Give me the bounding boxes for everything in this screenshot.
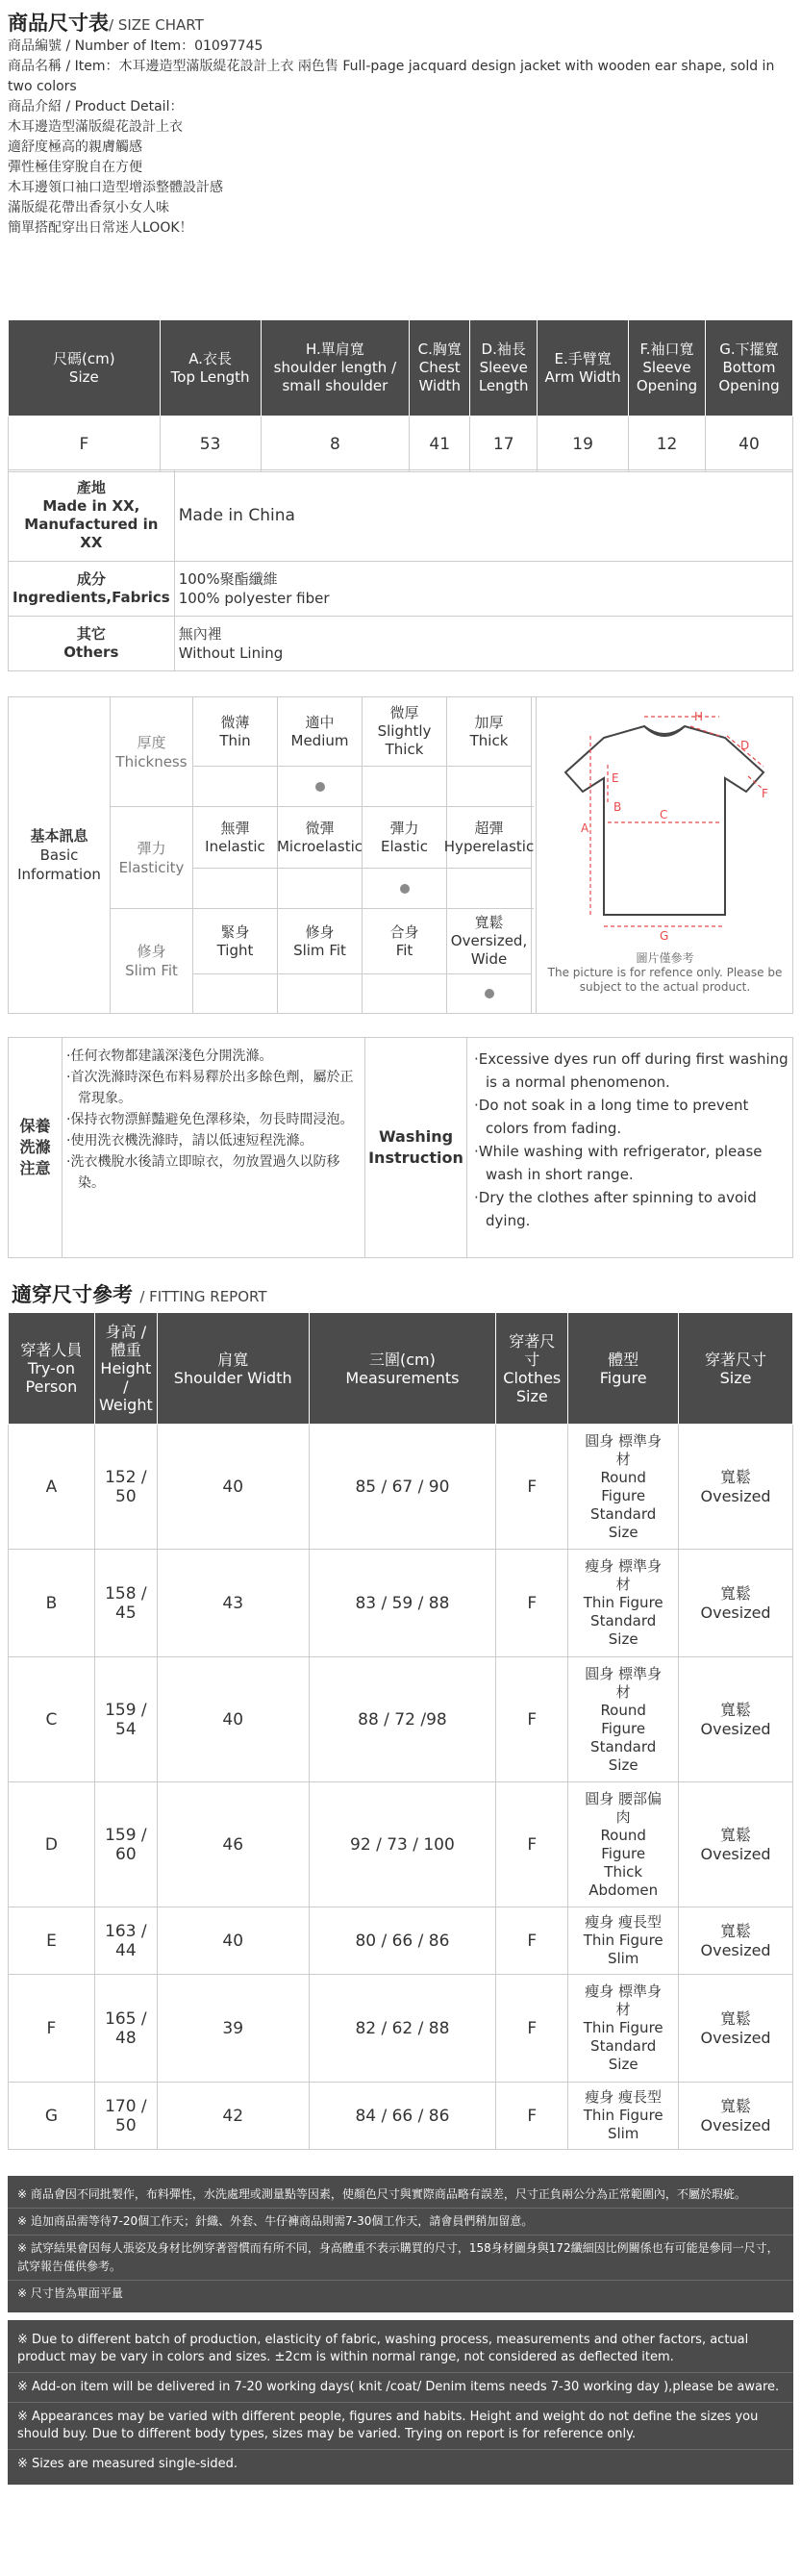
cell-figure: 圓身 標準身 材 Round Figure Standard Size (568, 1425, 679, 1550)
note-en-item: ※ Add-on item will be delivered in 7-20 working days( knit /coat/ Denim items needs 7-30 working day ),please be aware. (17, 2380, 780, 2394)
cell-measurements: 84 / 66 / 86 (309, 2083, 496, 2150)
origin-label: 產地 Made in XX, Manufactured in XX (9, 470, 175, 562)
fit-option-fit: 合身 Fit (363, 909, 447, 974)
fabric-value: 100%聚酯纖維 100% polyester fiber (174, 562, 792, 617)
fit-label: 修身 Slim Fit (111, 909, 193, 1013)
notes-en (8, 2320, 793, 2485)
cell-bottom-opening: 40 (705, 417, 792, 472)
cell-fit-size: 寬鬆 Ovesized (679, 1657, 793, 1782)
col-header-clothes-size: 穿著尺 寸 Clothes Size (496, 1313, 568, 1425)
cell-sleeve-opening: 12 (629, 417, 706, 472)
elasticity-label: 彈力 Elasticity (111, 807, 193, 908)
diagram-letter-a: A (581, 821, 589, 835)
cell-figure: 瘦身 瘦長型 Thin Figure Slim (568, 1907, 679, 1975)
cell-shoulder: 40 (157, 1657, 309, 1782)
fabric-row (9, 562, 793, 617)
cell-height-weight: 170 / 50 (94, 2083, 157, 2150)
cell-height-weight: 159 / 54 (94, 1657, 157, 1782)
fit-option-oversized: 寬鬆 Oversized, Wide (447, 909, 532, 974)
product-detail-label: 商品介紹 / Product Detail： (8, 99, 184, 114)
cell-clothes-size: F (496, 2083, 568, 2150)
cell-measurements: 85 / 67 / 90 (309, 1425, 496, 1550)
cell-clothes-size: F (496, 1550, 568, 1657)
size-chart-header-row (9, 320, 793, 417)
product-detail: 滿版緹花帶出香氛小女人味 (8, 200, 169, 215)
note-zh-item: ※ 尺寸皆為單面平量 (17, 2286, 123, 2300)
washing-item-en: ·While washing with refrigerator, please wash in short range. (474, 1143, 763, 1183)
cell-fit-size: 寬鬆 Ovesized (679, 1425, 793, 1550)
washing-instruction-block (8, 1037, 793, 1258)
washing-item-zh: ·洗衣機脫水後請立即晾衣，勿放置過久以防移染。 (66, 1154, 340, 1191)
note-en-item: ※ Due to different batch of production, elasticity of fabric, washing process, measurements and other factors, actual product may be vary in colors and sizes. ±2cm is within normal range, not considered as deflected item. (17, 2333, 749, 2364)
col-header-figure: 體型 Figure (568, 1313, 679, 1425)
cell-person: G (9, 2083, 95, 2150)
thickness-group (111, 697, 534, 807)
elasticity-group (111, 807, 534, 909)
washing-item-en: ·Do not soak in a long time to prevent colors from fading. (474, 1097, 749, 1137)
note-en-item: ※ Appearances may be varied with different people, figures and habits. Height and weight do not define the sizes you should buy. Due to different body types, sizes may be varied. Trying on report is for reference only. (17, 2410, 759, 2441)
washing-label-zh: 保養 洗滌 注意 (9, 1038, 63, 1257)
diagram-letter-d: D (740, 739, 750, 752)
diagram-letter-c: C (660, 808, 668, 821)
col-header-top-length: A.衣長 Top Length (160, 320, 261, 417)
fitting-row (9, 1550, 793, 1657)
item-name: 商品名稱 / Item：木耳邊造型滿版緹花設計上衣 兩色售 Full-page jacquard design jacket with wooden ear shape, sold in two colors (8, 59, 775, 94)
cell-height-weight: 158 / 45 (94, 1550, 157, 1657)
fitting-row (9, 1907, 793, 1975)
fit-option-tight: 緊身 Tight (193, 909, 278, 974)
col-header-shoulder: H.單肩寬 shoulder length / small shoulder (261, 320, 410, 417)
size-chart-row (9, 417, 793, 472)
washing-label-en: Washing Instruction (364, 1038, 467, 1257)
fitting-row (9, 2083, 793, 2150)
fitting-row (9, 1657, 793, 1782)
garment-diagram (536, 697, 792, 1013)
cell-figure: 瘦身 標準身 材 Thin Figure Standard Size (568, 1550, 679, 1657)
washing-item-en: ·Dry the clothes after spinning to avoid dying. (474, 1189, 757, 1229)
cell-shoulder: 40 (157, 1425, 309, 1550)
cell-height-weight: 159 / 60 (94, 1782, 157, 1907)
diagram-letter-e: E (612, 771, 619, 785)
fabric-label: 成分 Ingredients,Fabrics (9, 562, 175, 617)
col-header-height-weight: 身高 / 體重 Height / Weight (94, 1313, 157, 1425)
cell-clothes-size: F (496, 1425, 568, 1550)
washing-item-en: ·Excessive dyes run off during first washing is a normal phenomenon. (474, 1050, 788, 1091)
elasticity-option-hyperelastic: 超彈 Hyperelastic (447, 807, 532, 869)
cell-measurements: 92 / 73 / 100 (309, 1782, 496, 1907)
thickness-label: 厚度 Thickness (111, 697, 193, 806)
cell-measurements: 88 / 72 /98 (309, 1657, 496, 1782)
fitting-row (9, 1782, 793, 1907)
washing-item-zh: ·使用洗衣機洗滌時，請以低速短程洗滌。 (66, 1133, 313, 1149)
cell-figure: 圓身 腰部偏 肉 Round Figure Thick Abdomen (568, 1782, 679, 1907)
fitting-header-row (9, 1313, 793, 1425)
cell-clothes-size: F (496, 1657, 568, 1782)
thickness-option-slightly-thick: 微厚 Slightly Thick (363, 697, 447, 767)
cell-measurements: 80 / 66 / 86 (309, 1907, 496, 1975)
note-zh-item: ※ 追加商品需等待7-20個工作天；針織、外套、牛仔褲商品則需7-30個工作天，請會員們稍加留意。 (17, 2214, 534, 2228)
fitting-report-table (8, 1312, 793, 2150)
cell-shoulder: 40 (157, 1907, 309, 1975)
fitting-report-title: 適穿尺寸參考 / FITTING REPORT (12, 1283, 267, 1306)
cell-person: A (9, 1425, 95, 1550)
washing-list-zh (66, 1046, 360, 1194)
note-zh-item: ※ 商品會因不同批製作，布料彈性，水洗處理或測量點等因素，使顏色尺寸與實際商品略有誤差，尺寸正負兩公分為正常範圍內，不屬於瑕疵。 (17, 2187, 746, 2201)
size-chart-table (8, 319, 793, 472)
cell-height-weight: 165 / 48 (94, 1975, 157, 2083)
cell-size: F (9, 417, 161, 472)
col-header-person: 穿著人員 Try-on Person (9, 1313, 95, 1425)
basic-information-block (8, 696, 793, 1014)
cell-height-weight: 152 / 50 (94, 1425, 157, 1550)
cell-fit-size: 寬鬆 Ovesized (679, 1975, 793, 2083)
product-info-table (8, 469, 793, 671)
cell-figure: 瘦身 瘦長型 Thin Figure Slim (568, 2083, 679, 2150)
fit-selected-dot (485, 989, 494, 998)
cell-fit-size: 寬鬆 Ovesized (679, 1907, 793, 1975)
origin-row (9, 470, 793, 562)
cell-fit-size: 寬鬆 Ovesized (679, 1782, 793, 1907)
basic-info-label: 基本訊息 Basic Information (9, 697, 111, 1013)
col-header-fit-size: 穿著尺寸 Size (679, 1313, 793, 1425)
cell-measurements: 83 / 59 / 88 (309, 1550, 496, 1657)
cell-shoulder: 8 (261, 417, 410, 472)
others-label: 其它 Others (9, 617, 175, 671)
diagram-letter-b: B (613, 800, 622, 814)
col-header-chest: C.胸寬 Chest Width (410, 320, 470, 417)
cell-clothes-size: F (496, 1782, 568, 1907)
diagram-letter-f: F (762, 787, 768, 800)
note-en-item: ※ Sizes are measured single-sided. (17, 2457, 238, 2471)
thickness-selected-dot (315, 782, 325, 792)
cell-person: F (9, 1975, 95, 2083)
note-zh-item: ※ 試穿結果會因每人張姿及身材比例穿著習慣而有所不同，身高體重不表示購買的尺寸，158身材圖身與172纖細因比例關係也有可能是參同一尺寸，試穿報告僅供參考。 (17, 2241, 779, 2273)
product-detail: 適舒度極高的親膚觸感 (8, 139, 142, 155)
origin-value: Made in China (174, 470, 792, 562)
thickness-option-thick: 加厚 Thick (447, 697, 532, 767)
cell-person: C (9, 1657, 95, 1782)
cell-figure: 圓身 標準身 材 Round Figure Standard Size (568, 1657, 679, 1782)
notes-zh (8, 2176, 793, 2312)
col-header-arm-width: E.手臂寬 Arm Width (538, 320, 629, 417)
fitting-row (9, 1975, 793, 2083)
col-header-sleeve-opening: F.袖口寬 Sleeve Opening (629, 320, 706, 417)
product-detail: 木耳邊領口袖口造型增添整體設計感 (8, 180, 223, 195)
others-value: 無內裡 Without Lining (174, 617, 792, 671)
cell-fit-size: 寬鬆 Ovesized (679, 1550, 793, 1657)
tshirt-measurement-diagram (537, 697, 793, 949)
diagram-caption: 圖片僅參考 The picture is for refence only. Please be subject to the actual product. (547, 951, 783, 994)
cell-measurements: 82 / 62 / 88 (309, 1975, 496, 2083)
col-header-bottom-opening: G.下擺寬 Bottom Opening (705, 320, 792, 417)
washing-list-en (474, 1048, 791, 1232)
cell-sleeve-length: 17 (470, 417, 538, 472)
cell-person: D (9, 1782, 95, 1907)
col-header-measurements: 三圍(cm) Measurements (309, 1313, 496, 1425)
product-detail: 簡單搭配穿出日常迷人LOOK！ (8, 220, 193, 236)
cell-fit-size: 寬鬆 Ovesized (679, 2083, 793, 2150)
size-chart-title: 商品尺寸表/ SIZE CHART (8, 12, 204, 35)
cell-height-weight: 163 / 44 (94, 1907, 157, 1975)
elasticity-option-microelastic: 微彈 Microelastic (278, 807, 363, 869)
cell-figure: 瘦身 標準身 材 Thin Figure Standard Size (568, 1975, 679, 2083)
col-header-size: 尺碼(cm) Size (9, 320, 161, 417)
cell-person: B (9, 1550, 95, 1657)
elasticity-option-elastic: 彈力 Elastic (363, 807, 447, 869)
item-number: 商品編號 / Number of Item：01097745 (8, 38, 263, 54)
cell-shoulder: 39 (157, 1975, 309, 2083)
cell-shoulder: 46 (157, 1782, 309, 1907)
diagram-letter-g: G (660, 929, 669, 943)
fit-option-slim-fit: 修身 Slim Fit (278, 909, 363, 974)
product-detail: 彈性極佳穿脫自在方便 (8, 160, 142, 175)
notes-block (8, 2176, 793, 2485)
elasticity-selected-dot (400, 884, 410, 894)
col-header-sleeve-length: D.袖長 Sleeve Length (470, 320, 538, 417)
cell-arm-width: 19 (538, 417, 629, 472)
others-row (9, 617, 793, 671)
cell-top-length: 53 (160, 417, 261, 472)
cell-clothes-size: F (496, 1907, 568, 1975)
cell-shoulder: 42 (157, 2083, 309, 2150)
thickness-option-thin: 微薄 Thin (193, 697, 278, 767)
washing-item-zh: ·保持衣物漂鮮豔避免色澤移染，勿長時間浸泡。 (66, 1112, 354, 1127)
thickness-option-medium: 適中 Medium (278, 697, 363, 767)
product-detail: 木耳邊造型滿版緹花設計上衣 (8, 119, 183, 135)
washing-item-zh: ·首次洗滌時深色布料易釋於出多餘色劑，屬於正常現象。 (66, 1070, 354, 1106)
washing-item-zh: ·任何衣物都建議深淺色分開洗滌。 (66, 1048, 273, 1064)
diagram-letter-h: H (694, 710, 704, 723)
product-header (8, 8, 796, 239)
fit-group (111, 909, 534, 1013)
cell-chest: 41 (410, 417, 470, 472)
cell-clothes-size: F (496, 1975, 568, 2083)
fitting-row (9, 1425, 793, 1550)
elasticity-option-inelastic: 無彈 Inelastic (193, 807, 278, 869)
cell-shoulder: 43 (157, 1550, 309, 1657)
cell-person: E (9, 1907, 95, 1975)
col-header-shoulder-width: 肩寬 Shoulder Width (157, 1313, 309, 1425)
